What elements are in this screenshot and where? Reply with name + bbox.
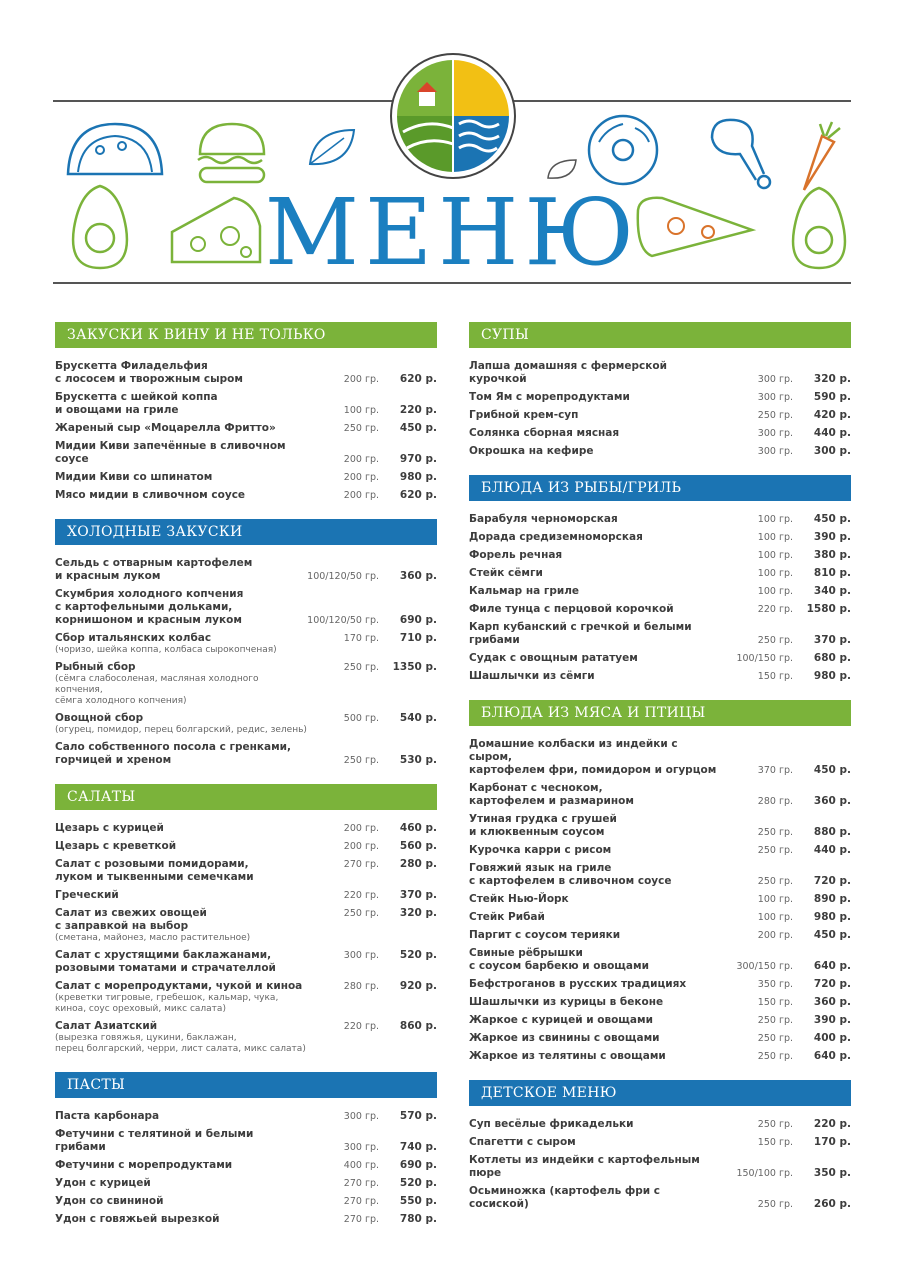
item-price: 720 р. <box>813 875 851 887</box>
item-name: Судак с овощным рататуем <box>469 652 638 664</box>
item-weight: 200 гр. <box>343 454 379 465</box>
item-weight: 370 гр. <box>757 765 793 776</box>
item-weight: 100 гр. <box>757 894 793 905</box>
item-name: Фетучини с морепродуктами <box>55 1159 233 1171</box>
item-weight: 200 гр. <box>343 472 379 483</box>
menu-item <box>469 1048 851 1066</box>
item-name: Суп весёлые фрикадельки <box>469 1118 634 1130</box>
menu-item <box>469 601 851 619</box>
menu-title: МЕНЮ <box>264 179 641 286</box>
item-price: 740 р. <box>399 1141 437 1153</box>
item-price: 540 р. <box>399 712 437 724</box>
item-name: Стейк сёмги <box>469 567 543 579</box>
menu-item <box>469 389 851 407</box>
item-weight: 250 гр. <box>757 1033 793 1044</box>
menu-item <box>55 1018 437 1058</box>
section-title: ЗАКУСКИ К ВИНУ И НЕ ТОЛЬКО <box>55 322 437 348</box>
item-price: 170 р. <box>813 1136 851 1148</box>
item-weight: 250 гр. <box>343 755 379 766</box>
menu-item <box>469 860 851 891</box>
item-price: 560 р. <box>399 840 437 852</box>
item-price: 360 р. <box>813 996 851 1008</box>
item-weight: 100 гр. <box>757 568 793 579</box>
item-weight: 250 гр. <box>757 635 793 646</box>
item-price: 370 р. <box>399 889 437 901</box>
menu-item <box>469 842 851 860</box>
section-title: СУПЫ <box>469 322 851 348</box>
item-weight: 200 гр. <box>343 490 379 501</box>
item-description: (креветки тигровые, гребешок, кальмар, чука, киноа, соус ореховый, микс салата) <box>55 993 279 1014</box>
item-description: (сёмга слабосоленая, масляная холодного копчения, сёмга холодного копчения) <box>55 674 259 706</box>
left-column <box>55 322 437 1243</box>
item-price: 620 р. <box>399 373 437 385</box>
menu-item <box>55 487 437 505</box>
menu-item <box>469 443 851 461</box>
item-name: Жареный сыр «Моцарелла Фритто» <box>55 422 276 434</box>
menu-item <box>55 586 437 630</box>
section-title: ПАСТЫ <box>55 1072 437 1098</box>
item-name: Паргит с соусом терияки <box>469 929 621 941</box>
item-price: 980 р. <box>813 911 851 923</box>
menu-section <box>469 322 851 461</box>
item-name: Домашние колбаски из индейки с сыром, картофелем фри, помидором и огурцом <box>469 738 717 776</box>
donut-icon <box>585 112 661 188</box>
menu-item <box>55 1193 437 1211</box>
item-price: 970 р. <box>399 453 437 465</box>
section-title: ДЕТСКОЕ МЕНЮ <box>469 1080 851 1106</box>
item-weight: 300 гр. <box>343 950 379 961</box>
item-weight: 150/100 гр. <box>736 1168 793 1179</box>
item-description: (огурец, помидор, перец болгарский, редис, зелень) <box>55 725 307 735</box>
item-name: Удон с говяжьей вырезкой <box>55 1213 220 1225</box>
item-weight: 300 гр. <box>343 1111 379 1122</box>
item-description: (вырезка говяжья, цукини, баклажан, перец болгарский, черри, лист салата, микс салата) <box>55 1033 306 1054</box>
item-name: Цезарь с креветкой <box>55 840 177 852</box>
item-weight: 200 гр. <box>343 823 379 834</box>
item-weight: 100 гр. <box>343 405 379 416</box>
item-price: 570 р. <box>399 1110 437 1122</box>
item-weight: 250 гр. <box>757 1051 793 1062</box>
menu-item <box>469 1152 851 1183</box>
item-name: Шашлычки из курицы в беконе <box>469 996 664 1008</box>
menu-item <box>55 1126 437 1157</box>
menu-item <box>55 1157 437 1175</box>
item-weight: 400 гр. <box>343 1160 379 1171</box>
item-name: Спагетти с сыром <box>469 1136 576 1148</box>
menu-section <box>55 784 437 1058</box>
item-name: Скумбрия холодного копчения с картофельными дольками, корнишоном и красным луком <box>55 588 244 626</box>
menu-item <box>469 994 851 1012</box>
item-price: 690 р. <box>399 614 437 626</box>
item-weight: 100/120/50 гр. <box>307 615 379 626</box>
item-weight: 220 гр. <box>343 890 379 901</box>
menu-item <box>469 358 851 389</box>
item-weight: 280 гр. <box>757 796 793 807</box>
item-weight: 250 гр. <box>757 1119 793 1130</box>
item-name: Цезарь с курицей <box>55 822 164 834</box>
item-weight: 250 гр. <box>757 876 793 887</box>
item-name: Салат с розовыми помидорами, луком и тыквенными семечками <box>55 858 254 883</box>
item-weight: 170 гр. <box>343 633 379 644</box>
menu-item <box>469 891 851 909</box>
item-weight: 250 гр. <box>343 423 379 434</box>
menu-section <box>469 475 851 686</box>
item-name: Форель речная <box>469 549 563 561</box>
menu-item <box>55 947 437 978</box>
item-name: Салат из свежих овощей с заправкой на выбор (сметана, майонез, масло растительное) <box>55 907 307 944</box>
item-weight: 250 гр. <box>757 827 793 838</box>
item-price: 400 р. <box>813 1032 851 1044</box>
item-price: 360 р. <box>399 570 437 582</box>
item-weight: 220 гр. <box>757 604 793 615</box>
menu-item <box>469 1183 851 1214</box>
menu-item <box>469 529 851 547</box>
menu-item <box>469 780 851 811</box>
right-column <box>469 322 851 1228</box>
section-title: ХОЛОДНЫЕ ЗАКУСКИ <box>55 519 437 545</box>
menu-item <box>469 668 851 686</box>
item-weight: 300 гр. <box>757 446 793 457</box>
item-name: Удон со свининой <box>55 1195 164 1207</box>
item-name: Барабуля черноморская <box>469 513 618 525</box>
item-weight: 280 гр. <box>343 981 379 992</box>
item-price: 780 р. <box>399 1213 437 1225</box>
menu-item <box>469 511 851 529</box>
item-weight: 500 гр. <box>343 713 379 724</box>
item-name: Мясо мидии в сливочном соусе <box>55 489 246 501</box>
item-price: 370 р. <box>813 634 851 646</box>
menu-item <box>469 407 851 425</box>
item-price: 860 р. <box>399 1020 437 1032</box>
item-price: 440 р. <box>813 427 851 439</box>
item-price: 300 р. <box>813 445 851 457</box>
menu-item <box>469 565 851 583</box>
item-description: (чоризо, шейка коппа, колбаса сырокопченая) <box>55 645 277 655</box>
item-price: 450 р. <box>813 764 851 776</box>
item-name: Шашлычки из сёмги <box>469 670 595 682</box>
item-weight: 150 гр. <box>757 997 793 1008</box>
item-price: 710 р. <box>399 632 437 644</box>
item-weight: 250 гр. <box>757 845 793 856</box>
menu-item <box>55 856 437 887</box>
item-price: 260 р. <box>813 1198 851 1210</box>
item-name: Котлеты из индейки с картофельным пюре <box>469 1154 700 1179</box>
item-weight: 150 гр. <box>757 1137 793 1148</box>
menu-item <box>55 469 437 487</box>
menu-item <box>55 1175 437 1193</box>
item-price: 420 р. <box>813 409 851 421</box>
item-price: 1580 р. <box>806 603 851 615</box>
item-name: Карбонат с чесноком, картофелем и размарином <box>469 782 634 807</box>
item-name: Брускетта с шейкой коппа и овощами на гриле <box>55 391 218 416</box>
item-price: 520 р. <box>399 1177 437 1189</box>
item-price: 1350 р. <box>392 661 437 673</box>
menu-item <box>469 927 851 945</box>
item-weight: 250 гр. <box>757 1199 793 1210</box>
item-name: Осьминожка (картофель фри с сосиской) <box>469 1185 661 1210</box>
menu-section <box>469 700 851 1066</box>
item-weight: 100 гр. <box>757 550 793 561</box>
item-weight: 270 гр. <box>343 859 379 870</box>
item-weight: 100 гр. <box>757 514 793 525</box>
section-title: САЛАТЫ <box>55 784 437 810</box>
item-weight: 250 гр. <box>343 908 379 919</box>
item-price: 350 р. <box>813 1167 851 1179</box>
item-weight: 100 гр. <box>757 586 793 597</box>
menu-item <box>55 739 437 770</box>
menu-item <box>469 1012 851 1030</box>
menu-item <box>55 555 437 586</box>
taco-icon <box>60 114 170 184</box>
menu-item <box>469 425 851 443</box>
menu-item <box>55 887 437 905</box>
item-name: Греческий <box>55 889 119 901</box>
item-price: 450 р. <box>399 422 437 434</box>
menu-item <box>469 1134 851 1152</box>
menu-item <box>55 978 437 1018</box>
item-price: 810 р. <box>813 567 851 579</box>
item-name: Брускетта Филадельфия с лососем и творожным сыром <box>55 360 243 385</box>
item-price: 680 р. <box>813 652 851 664</box>
item-name: Рыбный сбор (сёмга слабосоленая, масляная холодного копчения, сёмга холодного копчения) <box>55 661 307 707</box>
item-price: 550 р. <box>399 1195 437 1207</box>
item-price: 590 р. <box>813 391 851 403</box>
menu-item <box>469 811 851 842</box>
item-price: 220 р. <box>813 1118 851 1130</box>
item-price: 320 р. <box>399 907 437 919</box>
item-weight: 300 гр. <box>757 374 793 385</box>
item-name: Курочка карри с рисом <box>469 844 612 856</box>
item-weight: 100/150 гр. <box>736 653 793 664</box>
item-weight: 100/120/50 гр. <box>307 571 379 582</box>
item-weight: 300/150 гр. <box>736 961 793 972</box>
item-price: 640 р. <box>813 960 851 972</box>
section-title: БЛЮДА ИЗ РЫБЫ/ГРИЛЬ <box>469 475 851 501</box>
item-price: 980 р. <box>399 471 437 483</box>
item-name: Салат с морепродуктами, чукой и киноа (креветки тигровые, гребешок, кальмар, чука, киноа, соус ореховый, микс салата) <box>55 980 307 1015</box>
menu-item <box>469 1030 851 1048</box>
item-weight: 100 гр. <box>757 912 793 923</box>
menu-section <box>469 1080 851 1214</box>
item-price: 380 р. <box>813 549 851 561</box>
item-price: 390 р. <box>813 531 851 543</box>
item-price: 360 р. <box>813 795 851 807</box>
item-name: Свиные рёбрышки с соусом барбекю и овощами <box>469 947 649 972</box>
item-name: Филе тунца с перцовой корочкой <box>469 603 674 615</box>
item-price: 880 р. <box>813 826 851 838</box>
item-price: 920 р. <box>399 980 437 992</box>
item-weight: 220 гр. <box>343 1021 379 1032</box>
item-name: Говяжий язык на гриле с картофелем в сливочном соусе <box>469 862 672 887</box>
menu-item <box>55 389 437 420</box>
item-name: Окрошка на кефире <box>469 445 594 457</box>
item-price: 690 р. <box>399 1159 437 1171</box>
item-name: Жаркое из телятины с овощами <box>469 1050 666 1062</box>
menu-item <box>469 909 851 927</box>
item-weight: 200 гр. <box>757 930 793 941</box>
menu-item <box>469 583 851 601</box>
item-price: 460 р. <box>399 822 437 834</box>
menu-item <box>55 358 437 389</box>
menu-item <box>55 1211 437 1229</box>
item-name: Удон с курицей <box>55 1177 151 1189</box>
item-name: Паста карбонара <box>55 1110 160 1122</box>
item-price: 220 р. <box>399 404 437 416</box>
item-name: Грибной крем-суп <box>469 409 579 421</box>
item-weight: 250 гр. <box>757 1015 793 1026</box>
menu-item <box>469 736 851 780</box>
item-name: Дорада средиземноморская <box>469 531 643 543</box>
item-name: Салат Азиатский (вырезка говяжья, цукини, баклажан, перец болгарский, черри, лист салата, микс салата) <box>55 1020 306 1054</box>
item-weight: 200 гр. <box>343 841 379 852</box>
item-price: 720 р. <box>813 978 851 990</box>
item-name: Том Ям с морепродуктами <box>469 391 630 403</box>
item-price: 980 р. <box>813 670 851 682</box>
menu-section <box>55 1072 437 1229</box>
item-name: Сало собственного посола с гренками, горчицей и хреном <box>55 741 292 766</box>
item-price: 890 р. <box>813 893 851 905</box>
menu-item <box>469 1116 851 1134</box>
section-title: БЛЮДА ИЗ МЯСА И ПТИЦЫ <box>469 700 851 726</box>
item-weight: 200 гр. <box>343 374 379 385</box>
item-price: 340 р. <box>813 585 851 597</box>
menu-item <box>469 945 851 976</box>
item-price: 280 р. <box>399 858 437 870</box>
item-weight: 270 гр. <box>343 1196 379 1207</box>
item-name: Мидии Киви запечённые в сливочном соусе <box>55 440 286 465</box>
item-price: 320 р. <box>813 373 851 385</box>
menu-item <box>55 820 437 838</box>
menu-section <box>55 519 437 770</box>
item-price: 440 р. <box>813 844 851 856</box>
club-logo-icon <box>389 52 517 180</box>
item-name: Утиная грудка с грушей и клюквенным соусом <box>469 813 617 838</box>
item-price: 390 р. <box>813 1014 851 1026</box>
menu-item <box>55 630 437 659</box>
item-name: Фетучини с телятиной и белыми грибами <box>55 1128 254 1153</box>
item-name: Жаркое с курицей и овощами <box>469 1014 653 1026</box>
menu-item <box>55 905 437 947</box>
item-name: Стейк Нью-Йорк <box>469 893 569 905</box>
menu-item <box>55 710 437 739</box>
item-weight: 350 гр. <box>757 979 793 990</box>
item-weight: 300 гр. <box>757 428 793 439</box>
item-name: Бефстроганов в русских традициях <box>469 978 687 990</box>
item-price: 640 р. <box>813 1050 851 1062</box>
item-price: 530 р. <box>399 754 437 766</box>
leaf-icon <box>304 124 360 170</box>
item-description: (сметана, майонез, масло растительное) <box>55 933 251 943</box>
item-name: Жаркое из свинины с овощами <box>469 1032 660 1044</box>
item-name: Салат с хрустящими баклажанами, розовыми томатами и страчателлой <box>55 949 276 974</box>
item-weight: 270 гр. <box>343 1214 379 1225</box>
item-name: Сельдь с отварным картофелем и красным луком <box>55 557 253 582</box>
item-name: Мидии Киви со шпинатом <box>55 471 213 483</box>
item-name: Овощной сбор (огурец, помидор, перец болгарский, редис, зелень) <box>55 712 307 735</box>
menu-item <box>469 547 851 565</box>
menu-item <box>55 420 437 438</box>
item-weight: 250 гр. <box>757 410 793 421</box>
item-price: 520 р. <box>399 949 437 961</box>
item-weight: 300 гр. <box>757 392 793 403</box>
item-name: Сбор итальянских колбас (чоризо, шейка коппа, колбаса сырокопченая) <box>55 632 307 656</box>
menu-item <box>55 838 437 856</box>
menu-item <box>469 650 851 668</box>
item-name: Лапша домашняя с фермерской курочкой <box>469 360 667 385</box>
menu-item <box>469 619 851 650</box>
item-weight: 250 гр. <box>343 662 379 673</box>
item-name: Стейк Рибай <box>469 911 545 923</box>
item-weight: 150 гр. <box>757 671 793 682</box>
menu-item <box>55 1108 437 1126</box>
item-price: 450 р. <box>813 513 851 525</box>
item-price: 450 р. <box>813 929 851 941</box>
item-name: Кальмар на гриле <box>469 585 580 597</box>
item-name: Солянка сборная мясная <box>469 427 620 439</box>
menu-item <box>469 976 851 994</box>
item-name: Карп кубанский с гречкой и белыми грибами <box>469 621 692 646</box>
menu-item <box>55 659 437 710</box>
item-price: 620 р. <box>399 489 437 501</box>
item-weight: 300 гр. <box>343 1142 379 1153</box>
item-weight: 100 гр. <box>757 532 793 543</box>
item-weight: 270 гр. <box>343 1178 379 1189</box>
menu-item <box>55 438 437 469</box>
menu-section <box>55 322 437 505</box>
